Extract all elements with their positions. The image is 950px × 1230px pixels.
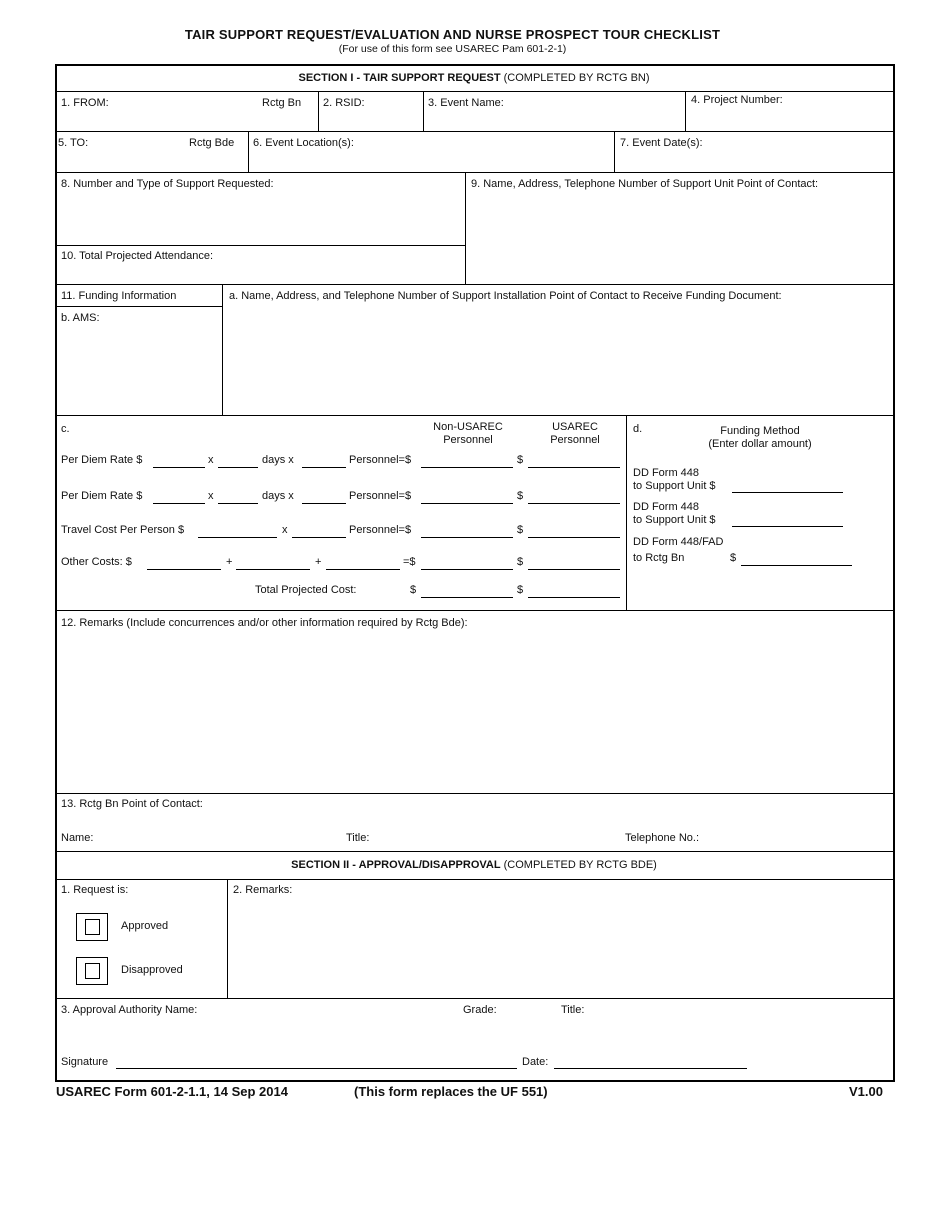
grade-label: Grade: [463,1004,497,1016]
other-cost-field[interactable] [236,569,310,570]
support-poc-label: 9. Name, Address, Telephone Number of Support Unit Point of Contact: [471,178,819,190]
dollar-sign: $ [517,490,524,502]
dd448-support-amount-field[interactable] [732,526,843,527]
rule [55,415,893,416]
form-title: TAIR SUPPORT REQUEST/EVALUATION AND NURSE PROSPECT TOUR CHECKLIST [184,27,721,42]
authority-label: 3. Approval Authority Name: [61,1004,198,1016]
days-field[interactable] [218,503,258,504]
rule [222,284,223,415]
approved-checkbox-box[interactable] [85,919,100,935]
rule [248,131,249,172]
remarks-label: 12. Remarks (Include concurrences and/or other information required by Rctg Bde): [61,617,468,629]
event-location-label: 6. Event Location(s): [253,137,354,149]
times-sign: x [208,454,214,466]
funding-method-letter: d. [633,423,643,435]
rule [55,879,893,880]
times-sign: x [282,524,288,536]
from-label: 1. FROM: [61,97,109,109]
funding-info-label: 11. Funding Information [61,290,177,302]
rule [55,851,893,852]
usarec-amount-field[interactable] [528,467,620,468]
dollar-sign: $ [517,454,524,466]
dollar-sign: $ [410,584,417,596]
signature-label: Signature [61,1056,109,1068]
times-sign: x [208,490,214,502]
rule [55,245,466,246]
ams-label: b. AMS: [61,312,100,324]
disapproved-checkbox[interactable] [76,957,108,985]
rule [55,610,893,611]
per-diem-label: Per Diem Rate $ [61,490,143,502]
travel-cost-field[interactable] [198,537,277,538]
non-usarec-total-field[interactable] [421,597,513,598]
poc-name-label: Name: [61,832,94,844]
date-label: Date: [522,1056,549,1068]
days-field[interactable] [218,467,258,468]
rule [465,172,466,284]
usarec-amount-field[interactable] [528,569,620,570]
form-subtitle: (For use of this form see USAREC Pam 601-2-1) [338,43,567,55]
poc-title-label: Title: [346,832,370,844]
dollar-sign: $ [730,552,737,564]
from-unit: Rctg Bn [262,97,302,109]
project-number-label: 4. Project Number: [691,94,783,106]
usarec-amount-field[interactable] [528,537,620,538]
request-is-label: 1. Request is: [61,884,129,896]
non-usarec-header: Non-USAREC Personnel [433,421,503,446]
usarec-header: USAREC Personnel [550,421,600,446]
plus-sign: + [226,556,233,568]
form-frame [55,64,895,1082]
rule [55,793,893,794]
form-id: USAREC Form 601-2-1.1, 14 Sep 2014 [56,1084,288,1099]
personnel-label: Personnel=$ [349,490,412,502]
funding-method-subtitle: (Enter dollar amount) [708,438,812,450]
disapproved-checkbox-box[interactable] [85,963,100,979]
per-diem-rate-field[interactable] [153,467,205,468]
other-cost-field[interactable] [326,569,400,570]
support-requested-label: 8. Number and Type of Support Requested: [61,178,274,190]
rule [55,91,893,92]
rule [55,131,893,132]
installation-poc-label: a. Name, Address, and Telephone Number of Support Installation Point of Contact to Receive Funding Document: [229,290,782,302]
total-cost-label: Total Projected Cost: [255,584,357,596]
dd448fad-label: to Rctg Bn [633,552,685,564]
date-field[interactable] [554,1068,747,1069]
rule [318,91,319,131]
rule [227,879,228,998]
authority-title-label: Title: [561,1004,585,1016]
dollar-sign: $ [517,524,524,536]
non-usarec-amount-field[interactable] [421,537,513,538]
personnel-label: Personnel=$ [349,524,412,536]
approved-label: Approved [121,920,169,932]
section-1-note: (COMPLETED BY RCTG BN) [503,72,650,84]
other-cost-field[interactable] [147,569,221,570]
section-1-header [55,72,893,84]
funding-method-title: Funding Method [720,425,800,437]
dd448-support-amount-field[interactable] [732,492,843,493]
dd448-support-label: DD Form 448 [633,467,700,479]
to-label: 5. TO: [58,137,89,149]
personnel-label: Personnel=$ [349,454,412,466]
event-name-label: 3. Event Name: [428,97,504,109]
usarec-amount-field[interactable] [528,503,620,504]
section-2-remarks-label: 2. Remarks: [233,884,293,896]
personnel-field[interactable] [292,537,346,538]
rsid-label: 2. RSID: [323,97,365,109]
poc-telephone-label: Telephone No.: [625,832,699,844]
signature-field[interactable] [116,1068,517,1069]
section-2-header [55,859,893,871]
dd448-support-label: to Support Unit $ [633,480,716,492]
bn-poc-label: 13. Rctg Bn Point of Contact: [61,798,203,810]
non-usarec-amount-field[interactable] [421,569,513,570]
rule [55,172,893,173]
attendance-label: 10. Total Projected Attendance: [61,250,214,262]
disapproved-label: Disapproved [121,964,183,976]
to-unit: Rctg Bde [189,137,235,149]
dd448-support-label: DD Form 448 [633,501,700,513]
approved-checkbox[interactable] [76,913,108,941]
section-2-title: SECTION II - APPROVAL/DISAPPROVAL [291,859,501,871]
days-label: days x [262,490,294,502]
other-costs-label: Other Costs: $ [61,556,132,568]
event-dates-label: 7. Event Date(s): [620,137,703,149]
equals-dollar: =$ [403,556,416,568]
non-usarec-amount-field[interactable] [421,467,513,468]
non-usarec-amount-field[interactable] [421,503,513,504]
dd448fad-amount-field[interactable] [741,565,852,566]
costs-label: c. [61,423,70,435]
dollar-sign: $ [517,556,524,568]
usarec-total-field[interactable] [528,597,620,598]
dollar-sign: $ [517,584,524,596]
form-version: V1.00 [849,1084,883,1099]
plus-sign: + [315,556,322,568]
form-replaces: (This form replaces the UF 551) [354,1084,548,1099]
days-label: days x [262,454,294,466]
dd448-support-label: to Support Unit $ [633,514,716,526]
rule [614,131,615,172]
per-diem-rate-field[interactable] [153,503,205,504]
per-diem-label: Per Diem Rate $ [61,454,143,466]
travel-cost-label: Travel Cost Per Person $ [61,524,185,536]
personnel-field[interactable] [302,467,346,468]
rule [55,284,893,285]
section-1-title: SECTION I - TAIR SUPPORT REQUEST [298,72,501,84]
rule [55,998,893,999]
rule [423,91,424,131]
rule [55,306,222,307]
dd448fad-label: DD Form 448/FAD [633,536,724,548]
section-2-note: (COMPLETED BY RCTG BDE) [503,859,657,871]
personnel-field[interactable] [302,503,346,504]
rule [626,415,627,610]
rule [685,91,686,131]
